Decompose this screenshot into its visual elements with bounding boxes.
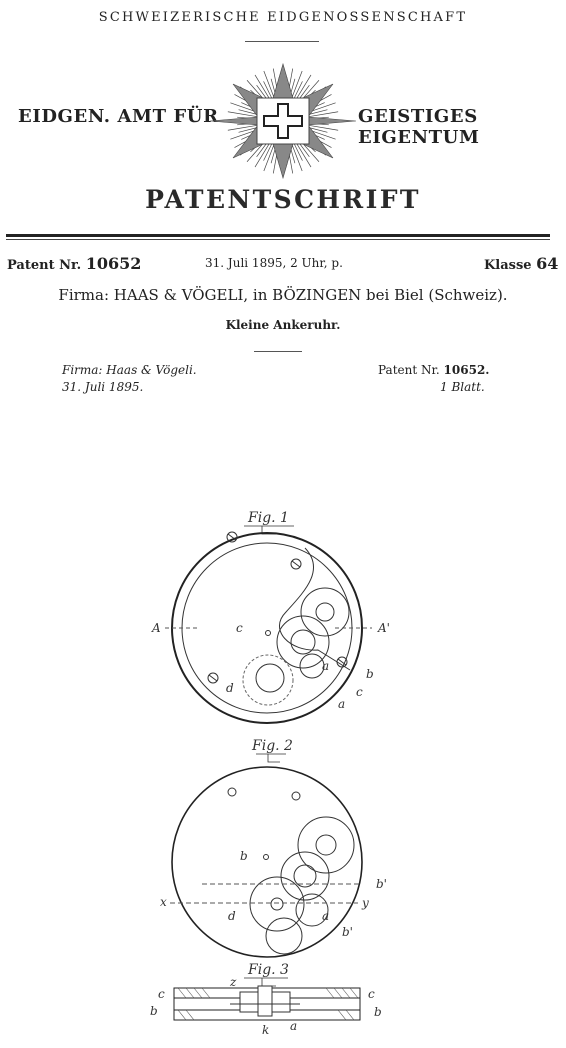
patent-number: 10652 [85, 254, 142, 273]
sheet-patent-label: Patent Nr. [378, 363, 440, 377]
invention-title: Kleine Ankeruhr. [225, 318, 341, 332]
fig3-label-b-left: b [150, 1004, 158, 1018]
fig1-title: Fig. 1 [248, 510, 289, 526]
fig1-label-c2: c [356, 685, 363, 699]
office-name-left: EIDGEN. AMT FÜR [18, 106, 219, 127]
filing-date: 31. Juli 1895, 2 Uhr, p. [205, 256, 343, 270]
fig3-label-c-right: c [368, 987, 375, 1001]
fig2-label-d: d [228, 909, 236, 923]
fig3-title: Fig. 3 [248, 962, 289, 978]
sheet-date: 31. Juli 1895. [62, 380, 144, 394]
fig1-label-a1: a [322, 659, 330, 673]
fig3-label-b-right: b [374, 1005, 382, 1019]
document-title: PATENTSCHRIFT [145, 185, 421, 214]
sheet-patent-value: 10652. [443, 363, 490, 377]
sheet-patent-number [378, 363, 489, 377]
fig1-label-d: d [226, 681, 234, 695]
thin-rule [6, 239, 550, 240]
patent-number-line [7, 254, 141, 273]
thick-rule [6, 234, 550, 237]
header-divider [245, 41, 319, 42]
fig2-label-x: x [160, 895, 167, 909]
fig2-title: Fig. 2 [252, 738, 293, 754]
sheet-count: 1 Blatt. [440, 380, 485, 394]
class-number: 64 [536, 254, 559, 273]
fig3-label-c-left: c [158, 987, 165, 1001]
patent-label: Patent Nr. [7, 258, 82, 273]
confederation-header: SCHWEIZERISCHE EIDGENOSSENSCHAFT [98, 10, 468, 25]
fig3-label-z: z [230, 975, 237, 989]
figure-3 [150, 962, 382, 1037]
fig2-label-a: a [322, 909, 330, 923]
section-divider [254, 351, 302, 352]
fig1-label-b: b [366, 667, 374, 681]
fig3-label-a: a [290, 1019, 298, 1033]
fig2-label-bprime2: b' [342, 925, 353, 939]
fig3-label-k: k [262, 1023, 270, 1037]
fig2-label-bprime: b' [376, 877, 387, 891]
fig2-label-b: b [240, 849, 248, 863]
firm-line: Firma: HAAS & VÖGELI, in BÖZINGEN bei Biel (Schweiz). [58, 286, 508, 304]
fig1-label-c: c [236, 621, 243, 635]
fig2-label-y: y [362, 896, 369, 910]
class-label: Klasse [484, 258, 532, 273]
figure-2 [160, 738, 387, 957]
sheet-firm: Firma: Haas & Vögeli. [62, 363, 197, 377]
office-name-right: GEISTIGES EIGENTUM [358, 106, 480, 148]
swiss-cross-star-icon [208, 62, 358, 180]
fig1-label-a2: a [338, 697, 346, 711]
figure-1 [151, 510, 390, 723]
patent-drawings [0, 500, 566, 1048]
fig1-label-a-right: A' [378, 621, 390, 635]
fig1-label-a-left: A [152, 621, 161, 635]
class-line [484, 254, 558, 273]
